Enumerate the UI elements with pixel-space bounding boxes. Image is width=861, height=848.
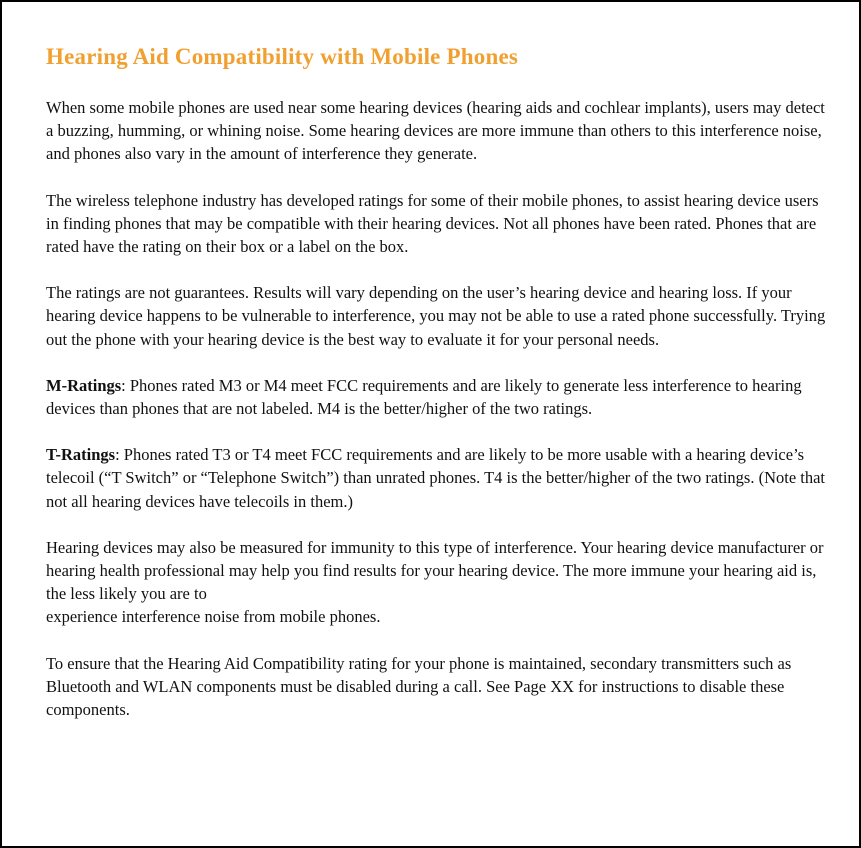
guarantee-paragraph: The ratings are not guarantees. Results will vary depending on the user’s hearing device and hearing loss. If your hearing device happens to be vulnerable to interference, you may not be able to use a rated phone successfully. Trying out the phone with your hearing device is the best way to evaluate it for your personal needs.: [46, 283, 826, 349]
immunity-text: Hearing devices may also be measured for immunity to this type of interference. Your hearing device manufacturer or hearing health professional may help you find results for your hearing device. The more immune your hearing aid is, the less likely you are to: [46, 537, 824, 604]
immunity-paragraph: [46, 536, 826, 629]
m-ratings-text: : Phones rated M3 or M4 meet FCC requirements and are likely to generate less interference to hearing devices than phones that are not labeled. M4 is the better/higher of the two ratings.: [46, 375, 802, 419]
industry-ratings-paragraph: The wireless telephone industry has developed ratings for some of their mobile phones, to assist hearing device users in finding phones that may be compatible with their hearing devices. Not all phones have been rated. Phones that are rated have the rating on their box or a label on the box.: [46, 190, 819, 257]
t-ratings-label: T-Ratings: [46, 445, 116, 465]
document-content: [46, 42, 826, 721]
page-title: Hearing Aid Compatibility with Mobile Phones: [46, 44, 519, 69]
secondary-transmitters-paragraph: To ensure that the Hearing Aid Compatibility rating for your phone is maintained, secondary transmitters such as Bluetooth and WLAN components must be disabled during a call. See Page XX for instructions to disable these components.: [46, 653, 792, 720]
t-ratings-paragraph: [46, 443, 826, 513]
immunity-text-end: experience interference noise from mobile phones.: [46, 607, 381, 627]
m-ratings-paragraph: [46, 374, 826, 420]
intro-paragraph: When some mobile phones are used near some hearing devices (hearing aids and cochlear implants), users may detect a buzzing, humming, or whining noise. Some hearing devices are more immune than others to this interference noise, and phones also vary in the amount of interference they generate.: [46, 98, 825, 164]
m-ratings-label: M-Ratings: [46, 375, 122, 395]
t-ratings-text: : Phones rated T3 or T4 meet FCC requirements and are likely to be more usable with a hearing device’s telecoil (“T Switch” or “Telephone Switch”) than unrated phones. T4 is the better/higher of the two ratings. (Note that not all hearing devices have telecoils in them.): [46, 445, 826, 511]
